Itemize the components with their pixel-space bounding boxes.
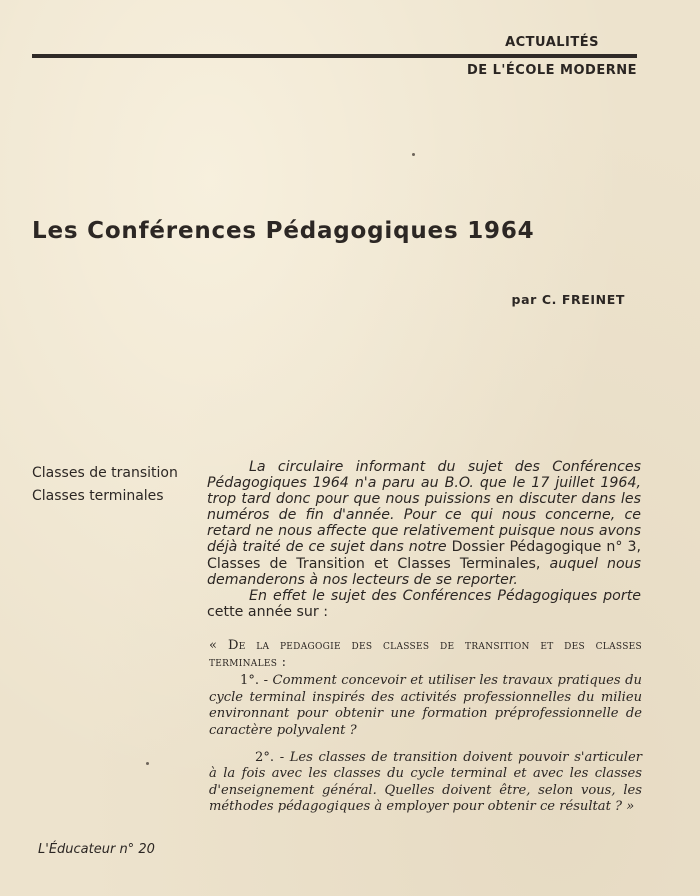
page-footer-journal: L'Éducateur n° 20 [38,842,155,857]
quoted-subject [209,638,642,816]
paragraph-1-italic: La circulaire informant du sujet des Conférences Pédagogiques 1964 n'a paru au B.O. que le 17 juillet 1964, trop tard donc pour que nous puissions en discuter dans les numéros de fin d'année. Pour ce qui nous concerne, ce retard ne nous affecte que relativement puisque nous avons déjà traité de ce sujet dans notre [207,459,641,556]
quote-question-1-number: 1°. [240,673,260,689]
quote-question-1-text: - Comment concevoir et utiliser les travaux pratiques du cycle terminal inspirés des activités professionnelles du milieu environnant pour obtenir une formation préprofessionnelle de caractère polyvalent ? [209,673,642,738]
article-title: Les Conférences Pédagogiques 1964 [32,218,535,244]
header-rule [32,54,637,58]
paragraph-1-reference: Dossier Pédagogique n° 3, Classes de Transition et Classes Terminales, [207,539,641,572]
quote-question-2-text: - Les classes de transition doivent pouvoir s'articuler à la fois avec les classes du cycle terminal et avec les classes d'enseignement général. Quelles doivent être, selon vous, les méthodes pédagogiques à employer pour obtenir ce résultat ? » [209,749,642,815]
quote-question-2 [209,750,642,816]
article-byline: par C. FREINET [511,292,625,307]
margin-note-line-2: Classes terminales [32,488,164,504]
article-body [207,459,641,620]
paragraph-2-roman: cette année sur : [207,603,329,620]
margin-note [32,462,197,508]
quote-heading: « De la pedagogie des classes de transition et des classes terminales : [209,638,642,670]
quote-question-1 [209,673,642,739]
paragraph-2-italic: En effet le sujet des Conférences Pédagogiques porte [249,587,641,604]
section-rubric-ecole-moderne: DE L'ÉCOLE MODERNE [466,63,637,78]
section-rubric-actualites: ACTUALITÉS [505,35,599,50]
paragraph-1-tail: auquel nous demanderons à nos lecteurs de se reporter. [207,555,642,588]
quote-question-2-number: 2°. [255,749,275,765]
margin-note-line-1: Classes de transition [32,465,178,481]
paper-speck [412,153,415,156]
paragraph-2 [207,588,641,620]
paragraph-1 [207,459,641,588]
paper-speck [146,762,149,765]
